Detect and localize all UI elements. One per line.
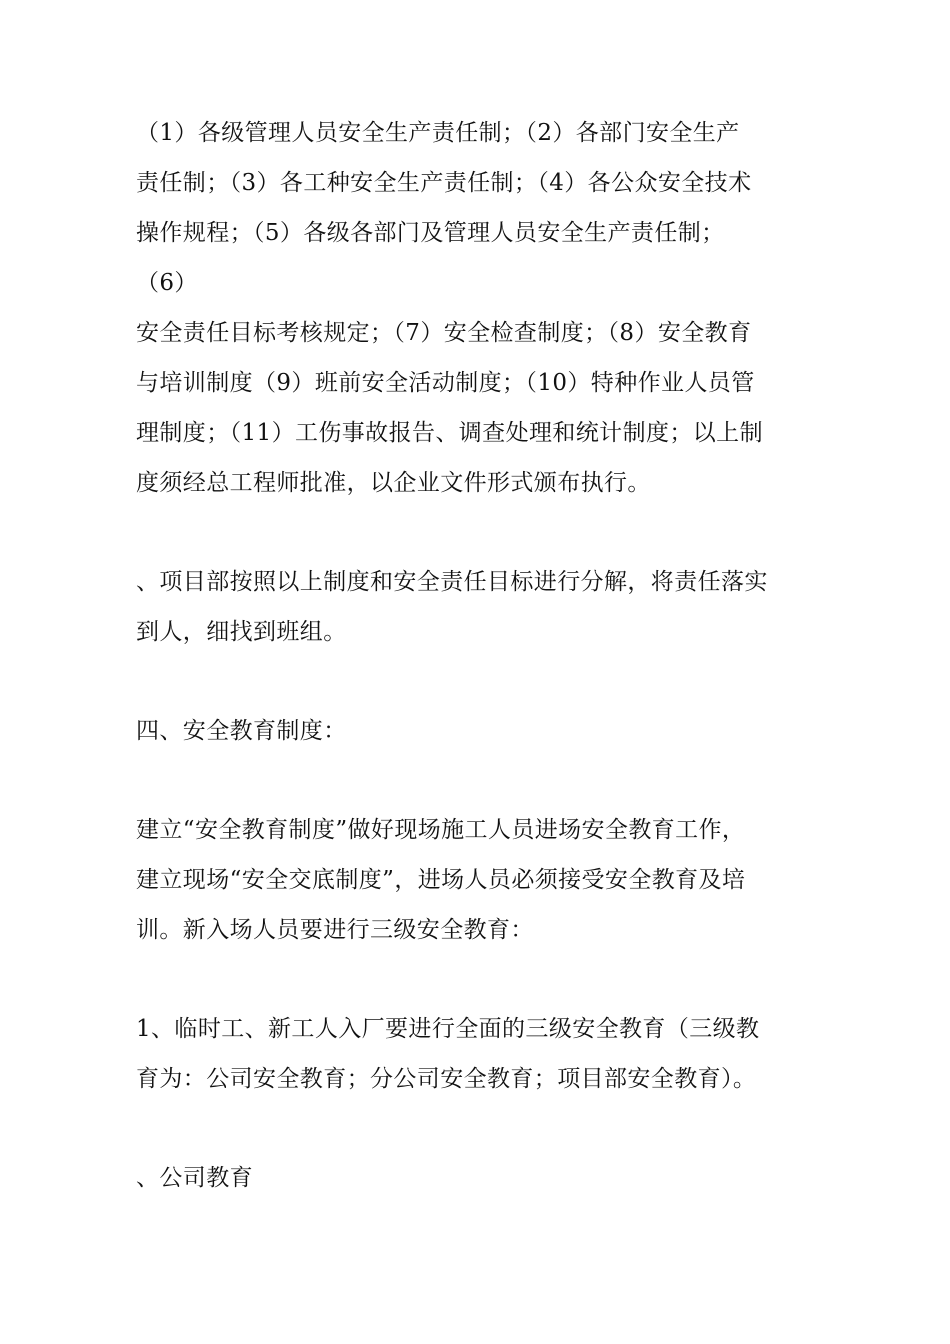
paragraph-spacer xyxy=(136,657,836,706)
text-line: 理制度；（11）工伤事故报告、调查处理和统计制度；以上制 xyxy=(136,420,763,446)
paragraph-project-decomposition xyxy=(136,557,836,657)
text-line: 1、临时工、新工人入厂要进行全面的三级安全教育（三级教 xyxy=(136,1016,760,1042)
text-line: 度须经总工程师批准，以企业文件形式颁布执行。 xyxy=(136,470,651,496)
text-line: 、公司教育 xyxy=(136,1165,253,1191)
paragraph-responsibility-systems xyxy=(136,108,836,508)
text-line: 建立“安全教育制度”做好现场施工人员进场安全教育工作， xyxy=(136,817,746,843)
paragraph-company-education xyxy=(136,1153,836,1203)
section-heading-safety-education xyxy=(136,706,836,756)
text-line: 四、安全教育制度： xyxy=(136,718,347,744)
text-line: 与培训制度（9）班前安全活动制度；（10）特种作业人员管 xyxy=(136,370,755,396)
text-line: 育为：公司安全教育；分公司安全教育；项目部安全教育）。 xyxy=(136,1066,757,1092)
paragraph-spacer xyxy=(136,756,836,805)
text-line: 建立现场“安全交底制度”，进场人员必须接受安全教育及培 xyxy=(136,867,746,893)
text-line: 操作规程；（5）各级各部门及管理人员安全生产责任制； xyxy=(136,220,725,246)
text-line: 训。新入场人员要进行三级安全教育： xyxy=(136,917,534,943)
paragraph-spacer xyxy=(136,508,836,557)
text-line: （1）各级管理人员安全生产责任制；（2）各部门安全生产 xyxy=(136,120,740,146)
paragraph-three-level-education xyxy=(136,1004,836,1104)
text-line: 到人，细找到班组。 xyxy=(136,619,347,645)
paragraph-education-system xyxy=(136,805,836,955)
text-line: 、项目部按照以上制度和安全责任目标进行分解，将责任落实 xyxy=(136,569,768,595)
text-line: 责任制；（3）各工种安全生产责任制；（4）各公众安全技术 xyxy=(136,170,752,196)
paragraph-spacer xyxy=(136,1104,836,1153)
text-line: 安全责任目标考核规定；（7）安全检查制度；（8）安全教育 xyxy=(136,320,752,346)
paragraph-spacer xyxy=(136,955,836,1004)
document-page xyxy=(136,108,836,1203)
text-line: （6） xyxy=(136,270,198,296)
